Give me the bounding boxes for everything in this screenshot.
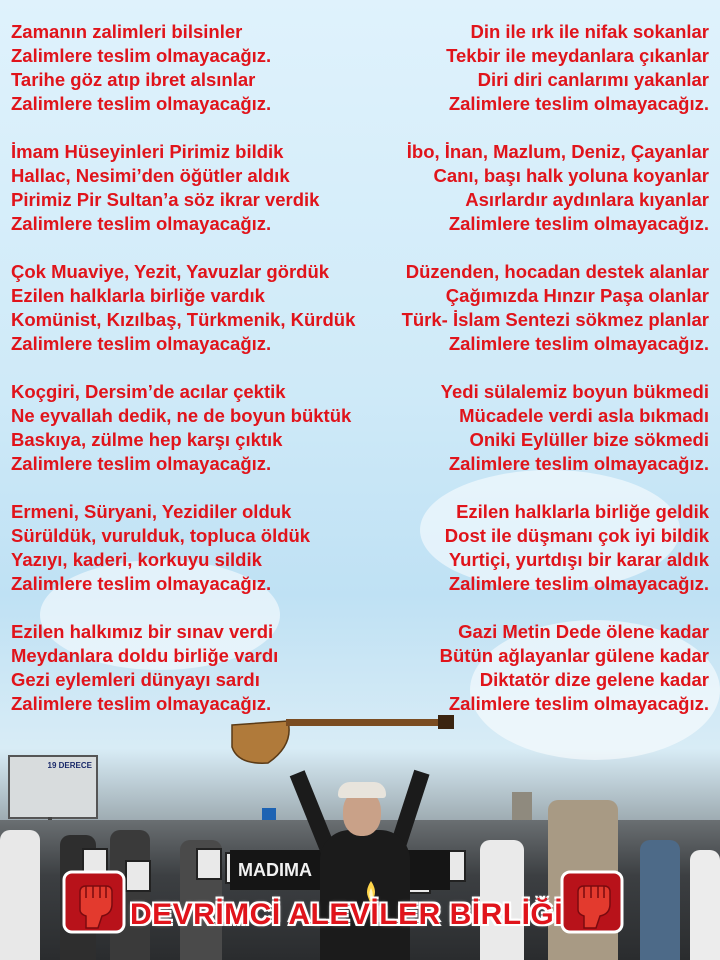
poem-stanza	[11, 260, 355, 356]
poem-line: Ne eyvallah dedik, ne de boyun büktük	[11, 405, 352, 426]
right-poem	[402, 20, 709, 740]
poem-line: Gazi Metin Dede ölene kadar	[458, 621, 709, 642]
raised-fist-icon	[62, 870, 126, 934]
poem-stanza	[402, 380, 709, 476]
poem-stanza	[11, 500, 355, 596]
protester	[0, 830, 40, 960]
poem-stanza	[402, 20, 709, 116]
banner-text: MADIMA	[238, 860, 312, 880]
poem-line: Zalimlere teslim olmayacağız.	[11, 45, 272, 66]
poem-line: Mücadele verdi asla bıkmadı	[459, 405, 709, 426]
poem-stanza	[11, 20, 355, 116]
billboard-text: 19 DERECE	[47, 761, 92, 770]
poem-line: Yazıyı, kaderi, korkuyu sildik	[11, 549, 262, 570]
protest-photo	[0, 700, 720, 960]
poem-line: Dost ile düşmanı çok iyi bildik	[444, 525, 709, 546]
poem-line: Din ile ırk ile nifak sokanlar	[470, 21, 709, 42]
poem-line: Zalimlere teslim olmayacağız.	[448, 333, 709, 354]
poem-line: Çok Muaviye, Yezit, Yavuzlar gördük	[11, 261, 330, 282]
poem-line: Ezilen halklarla birliğe vardık	[11, 285, 265, 306]
poem-line: Hallac, Nesimi’den öğütler aldık	[11, 165, 290, 186]
poem-stanza	[11, 380, 355, 476]
left-poem	[11, 20, 355, 740]
poem-line: Yedi sülalemiz boyun bükmedi	[440, 381, 709, 402]
poem-line: Zalimlere teslim olmayacağız.	[11, 213, 272, 234]
poem-line: Zalimlere teslim olmayacağız.	[448, 453, 709, 474]
poem-line: Zalimlere teslim olmayacağız.	[448, 213, 709, 234]
poem-line: Canı, başı halk yoluna koyanlar	[433, 165, 709, 186]
poem-line: Bütün ağlayanlar gülene kadar	[439, 645, 709, 666]
poem-line: Zalimlere teslim olmayacağız.	[11, 453, 272, 474]
organization-name: DEVRİMCİ ALEVİLER BİRLİĞİ	[130, 898, 564, 931]
poem-line: Zalimlere teslim olmayacağız.	[11, 93, 272, 114]
cap	[338, 782, 386, 798]
poem-line: Sürüldük, vurulduk, topluca öldük	[11, 525, 311, 546]
poem-line: Yurtiçi, yurtdışı bir karar aldık	[448, 549, 709, 570]
raised-fist-icon	[560, 870, 624, 934]
poem-line: Ermeni, Süryani, Yezidiler olduk	[11, 501, 292, 522]
poem-stanza	[11, 140, 355, 236]
poem-line: Ezilen halklarla birliğe geldik	[456, 501, 709, 522]
poem-line: İbo, İnan, Mazlum, Deniz, Çayanlar	[406, 141, 709, 162]
poem-line: Türk- İslam Sentezi sökmez planlar	[401, 309, 709, 330]
poem-line: Çağımızda Hınzır Paşa olanlar	[445, 285, 709, 306]
poem-line: İmam Hüseyinleri Pirimiz bildik	[11, 141, 284, 162]
poem-line: Meydanlara doldu birliğe vardı	[11, 645, 279, 666]
poem-line: Zamanın zalimleri bilsinler	[11, 21, 243, 42]
poem-line: Komünist, Kızılbaş, Türkmenik, Kürdük	[11, 309, 356, 330]
poem-line: Ezilen halkımız bir sınav verdi	[11, 621, 274, 642]
poem-line: Pirimiz Pir Sultan’a söz ikrar verdik	[11, 189, 320, 210]
poem-stanza	[402, 260, 709, 356]
poem-stanza	[402, 500, 709, 596]
protester	[640, 840, 680, 960]
poem-line: Asırlardır aydınlara kıyanlar	[465, 189, 709, 210]
poem-line: Zalimlere teslim olmayacağız.	[448, 693, 709, 714]
poem-line: Zalimlere teslim olmayacağız.	[448, 93, 709, 114]
protester	[690, 850, 720, 960]
poem-stanza	[402, 140, 709, 236]
portrait-placard	[125, 860, 151, 892]
poem-line: Gezi eylemleri dünyayı sardı	[11, 669, 260, 690]
poem-line: Koçgiri, Dersim’de acılar çektik	[11, 381, 286, 402]
saz-instrument-icon	[228, 707, 456, 767]
poem-line: Diktatör dize gelene kadar	[479, 669, 709, 690]
poem-line: Diri diri canlarımı yakanlar	[477, 69, 709, 90]
billboard	[8, 755, 98, 819]
portrait-placard	[196, 848, 222, 880]
poem-line: Tarihe göz atıp ibret alsınlar	[11, 69, 256, 90]
poem-line: Oniki Eylüller bize sökmedi	[469, 429, 709, 450]
poem-line: Zalimlere teslim olmayacağız.	[11, 333, 272, 354]
poem-line: Zalimlere teslim olmayacağız.	[11, 693, 272, 714]
poem-line: Baskıya, zülme hep karşı çıktık	[11, 429, 283, 450]
poem-line: Tekbir ile meydanlara çıkanlar	[446, 45, 709, 66]
poem-line: Zalimlere teslim olmayacağız.	[11, 573, 272, 594]
poem-line: Zalimlere teslim olmayacağız.	[448, 573, 709, 594]
poem-line: Düzenden, hocadan destek alanlar	[405, 261, 709, 282]
